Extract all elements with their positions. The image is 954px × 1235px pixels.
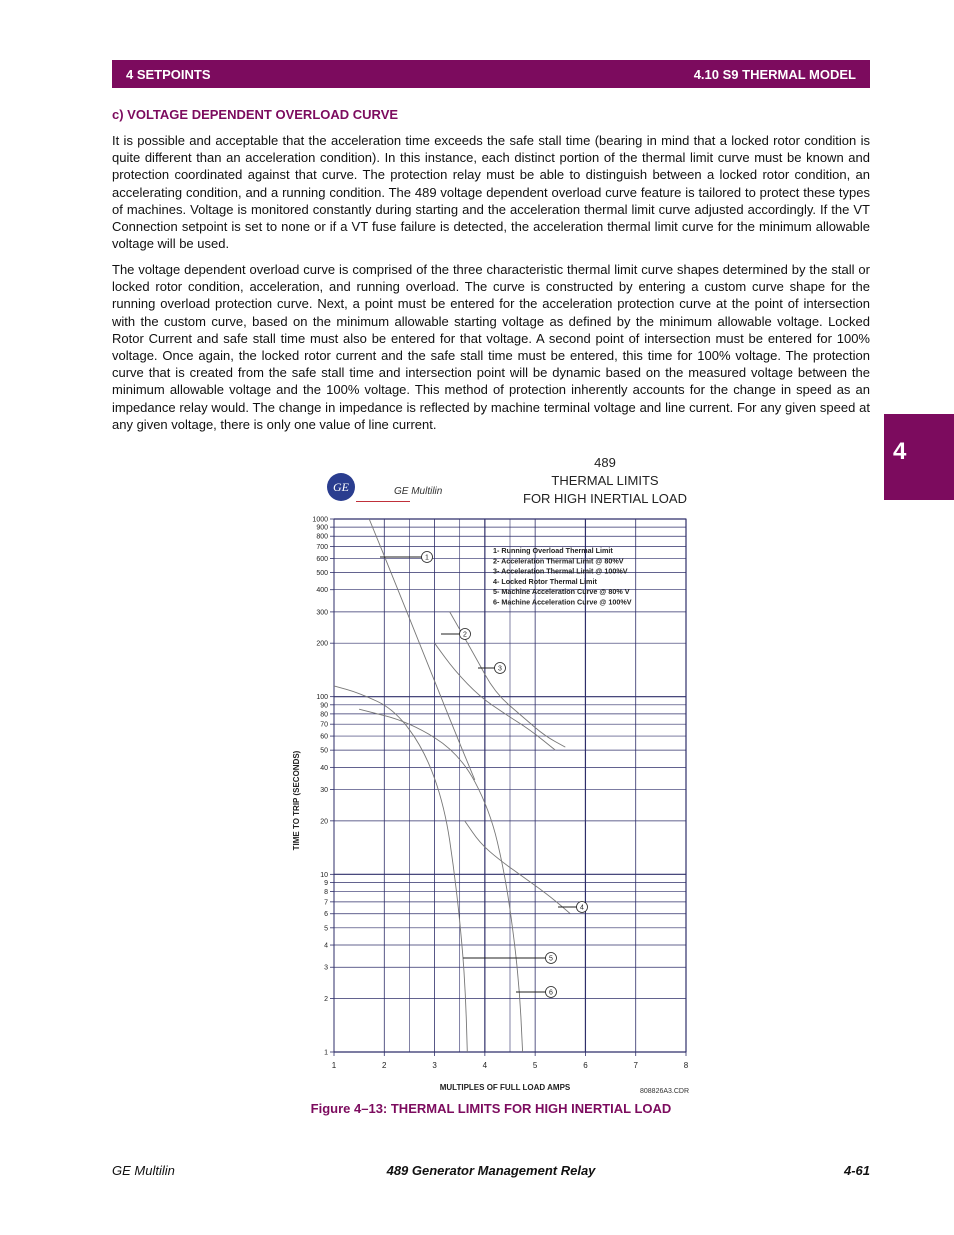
legend-entry: 3- Acceleration Thermal Limit @ 100%V — [493, 566, 628, 576]
footer-brand: GE Multilin — [112, 1163, 175, 1178]
callout-label-5: 5 — [549, 955, 553, 963]
y-tick-label: 80 — [320, 711, 328, 719]
y-tick-label: 100 — [316, 694, 328, 702]
ge-logo: GE — [327, 473, 355, 501]
y-tick-label: 6 — [324, 911, 328, 919]
x-tick-label: 5 — [532, 1061, 538, 1070]
x-axis-label: MULTIPLES OF FULL LOAD AMPS — [439, 1083, 571, 1092]
y-tick-label: 200 — [316, 640, 328, 648]
callout-label-1: 1 — [425, 554, 429, 562]
y-tick-label: 1 — [324, 1049, 328, 1057]
legend-entry: 4- Locked Rotor Thermal Limit — [493, 576, 597, 586]
body-paragraph-2: The voltage dependent overload curve is comprised of the three characteristic thermal limit curve shapes determined by the stall or locked rotor condition, acceleration, and running overload. The curve is constructed by entering a custom curve shape for the running overload protection curve. Next, a point must be entered for the acceleration protection curve at the point of intersection with the custom curve, based on the minimum allowable starting voltage as defined by the minimum allowable voltage. Locked Rotor Current and safe stall time must also be entered for that voltage. A second point of intersection must be entered for 100% voltage. Once again, the locked rotor current and the safe stall time must be entered, this time for 100% voltage. The protection curve that is created from the safe stall time and intersection point will be dynamic based on the measured voltage between the minimum allowable voltage and the 100% voltage. This method of protection inherently accounts for the change in speed as an impedance relay would. The change in impedance is reflected by machine terminal voltage and line current. For any given speed at any given voltage, there is only one value of line current. — [112, 262, 870, 432]
body-paragraph-1: It is possible and acceptable that the acceleration time exceeds the safe stall time (bearing in mind that a locked rotor condition is quite different than an acceleration condition). In this instance, each distinct portion of the thermal limit curve must be known and protection coordinated against that curve. The protection relay must be able to distinguish between a locked rotor condition, an accelerating condition, and a running condition. The 489 voltage dependent overload curve feature is tailored to protect these types of machines. Voltage is monitored constantly during starting and the acceleration thermal limit curve adjusted accordingly. If the VT Connection setpoint is set to none or if a VT fuse failure is detected, the acceleration thermal limit curve for the minimum allowable voltage will be used. — [112, 133, 870, 252]
y-tick-label: 40 — [320, 764, 328, 772]
y-tick-label: 70 — [320, 721, 328, 729]
x-tick-label: 7 — [633, 1061, 638, 1070]
y-tick-label: 60 — [320, 733, 328, 741]
x-tick-label: 2 — [382, 1061, 387, 1070]
legend-entry: 5- Machine Acceleration Curve @ 80% V — [493, 587, 630, 597]
section-title: c) VOLTAGE DEPENDENT OVERLOAD CURVE — [112, 107, 399, 122]
y-tick-label: 90 — [320, 702, 328, 710]
x-tick-label: 4 — [482, 1061, 488, 1070]
chapter-side-tab-label: 4 — [893, 438, 907, 465]
x-tick-label: 8 — [683, 1061, 689, 1070]
callout-label-3: 3 — [498, 665, 502, 673]
curve-5 — [334, 686, 467, 1052]
callout-label-6: 6 — [549, 989, 553, 997]
y-tick-label: 4 — [324, 942, 328, 950]
footer-product: 489 Generator Management Relay — [386, 1163, 596, 1178]
y-tick-label: 30 — [320, 787, 328, 795]
y-tick-label: 10 — [320, 871, 328, 879]
callout-label-2: 2 — [463, 631, 467, 639]
y-tick-label: 600 — [316, 555, 328, 563]
y-tick-label: 8 — [324, 889, 328, 897]
y-tick-label: 5 — [324, 925, 328, 933]
figure-caption: Figure 4–13: THERMAL LIMITS FOR HIGH INERTIAL LOAD — [310, 1101, 672, 1116]
drawing-code: 808826A3.CDR — [640, 1088, 690, 1095]
x-tick-label: 1 — [331, 1061, 337, 1070]
y-tick-label: 900 — [316, 524, 328, 532]
y-tick-label: 20 — [320, 818, 328, 826]
footer-page-number: 4-61 — [843, 1163, 870, 1178]
legend-entry: 2- Acceleration Thermal Limit @ 80%V — [493, 556, 624, 566]
legend-entry: 1- Running Overload Thermal Limit — [493, 546, 613, 555]
legend-entry: 6- Machine Acceleration Curve @ 100%V — [493, 597, 632, 607]
callout-label-4: 4 — [580, 904, 584, 912]
y-axis-label: TIME TO TRIP (SECONDS) — [292, 750, 301, 851]
y-tick-label: 700 — [316, 544, 328, 552]
y-tick-label: 800 — [316, 533, 328, 541]
figure-brand: GE Multilin — [394, 486, 443, 497]
y-tick-label: 50 — [320, 747, 328, 755]
y-tick-label: 2 — [324, 996, 328, 1004]
y-tick-label: 1000 — [312, 516, 328, 524]
header-chapter: 4 SETPOINTS — [126, 67, 211, 82]
y-tick-label: 500 — [316, 569, 328, 577]
curve-6 — [359, 709, 522, 1052]
y-tick-label: 3 — [324, 964, 328, 972]
figure-title-line-2: THERMAL LIMITS — [551, 473, 659, 488]
curve-4 — [465, 821, 571, 914]
y-tick-label: 9 — [324, 879, 328, 887]
y-tick-label: 300 — [316, 609, 328, 617]
figure-title-line-1: 489 — [594, 455, 616, 470]
figure-title-line-3: FOR HIGH INERTIAL LOAD — [523, 491, 687, 506]
header-section: 4.10 S9 THERMAL MODEL — [693, 67, 856, 82]
x-tick-label: 6 — [583, 1061, 588, 1070]
y-tick-label: 7 — [324, 899, 328, 907]
x-tick-label: 3 — [432, 1061, 437, 1070]
y-tick-label: 400 — [316, 587, 328, 595]
